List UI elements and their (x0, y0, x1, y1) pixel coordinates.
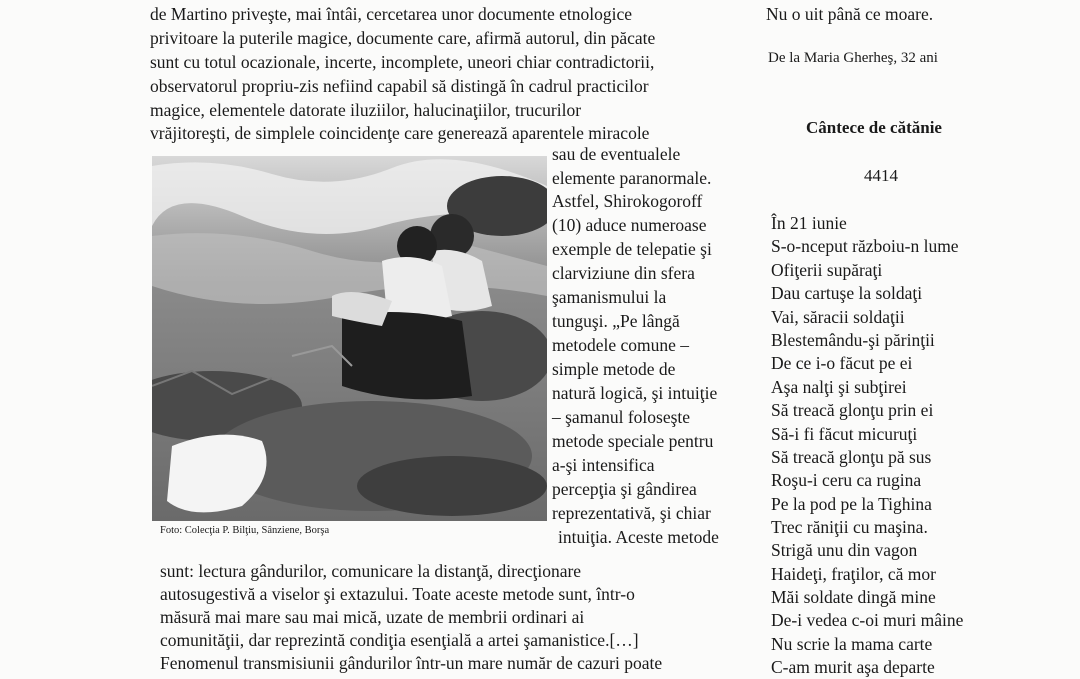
text-line: tunguşi. „Pe lângă (552, 311, 680, 331)
poem-line: S-o-nceput războiu-n lume (771, 236, 959, 256)
text-line: privitoare la puterile magice, documente care, afirmă autorul, din păcate (150, 28, 656, 48)
poem-line: Ofiţerii supăraţi (771, 260, 883, 280)
text-line: metodele comune – (552, 335, 690, 355)
text-line: (10) aduce numeroase (552, 215, 707, 235)
song-section-title: Cântece de cătănie (806, 118, 942, 137)
text-line: Fenomenul transmisiunii gândurilor într-un mare număr de cazuri poate (160, 653, 663, 673)
poem-line: Aşa nalţi şi subţirei (771, 377, 907, 397)
poem-line: Vai, săracii soldaţii (771, 307, 905, 327)
text-line: observatorul propriu-zis nefiind capabil să distingă în cadrul practicilor (150, 76, 649, 96)
text-line: simple metode de (552, 359, 676, 379)
text-line: şamanismului la (552, 287, 667, 307)
text-line: percepţia şi gândirea (552, 479, 697, 499)
poem-line: Strigă unu din vagon (771, 540, 918, 560)
text-line: – şamanul foloseşte (552, 407, 691, 427)
text-line: Astfel, Shirokogoroff (552, 191, 703, 211)
photo-caption: Foto: Colecţia P. Bilţiu, Sânziene, Borşa (160, 525, 330, 536)
poem-line: C-am murit aşa departe (771, 657, 935, 677)
poem-line: Haideţi, fraţilor, că mor (771, 564, 936, 584)
text-line: comunităţii, dar reprezintă condiţia esenţială a artei şamanistice.[…] (160, 630, 639, 650)
text-line: reprezentativă, şi chiar (552, 503, 711, 523)
song-number: 4414 (864, 166, 898, 185)
poem-line: Blestemându-şi părinţii (771, 330, 935, 350)
text-line: intuiţia. Aceste metode (558, 527, 719, 547)
text-line: natură logică, şi intuiţie (552, 383, 718, 403)
poem-line: Pe la pod pe la Tighina (771, 494, 932, 514)
poem-line: Trec răniţii cu maşina. (771, 517, 928, 537)
poem-line: Nu scrie la mama carte (771, 634, 933, 654)
text-line: de Martino priveşte, mai întâi, cercetarea unor documente etnologice (150, 4, 633, 24)
text-line: clarviziune din sfera (552, 263, 695, 283)
poem-line: Dau cartuşe la soldaţi (771, 283, 923, 303)
poem-line: În 21 iunie (771, 213, 847, 233)
text-line: măsură mai mare sau mai mică, uzate de membrii ordinari ai (160, 607, 585, 627)
text-line: elemente paranormale. (552, 168, 712, 188)
poem-line: De-i vedea c-oi muri mâine (771, 610, 964, 630)
poem-line: Să treacă glonţu prin ei (771, 400, 934, 420)
poem-line: Măi soldate dingă mine (771, 587, 936, 607)
text-line: sunt: lectura gândurilor, comunicare la distanţă, direcţionare (160, 561, 582, 581)
poem-line: De ce i-o făcut pe ei (771, 353, 913, 373)
text-line: a-şi intensifica (552, 455, 655, 475)
poem-end-line: Nu o uit până ce moare. (766, 4, 934, 24)
text-line: vrăjitoreşti, de simplele coincidenţe care generează aparentele miracole (150, 123, 650, 143)
text-line: sunt cu totul ocazionale, incerte, incomplete, uneori chiar contradictorii, (150, 52, 655, 72)
song-attribution: De la Maria Gherheş, 32 ani (768, 50, 938, 66)
text-line: autosugestivă a viselor şi extazului. Toate aceste metode sunt, într-o (160, 584, 635, 604)
poem-line: Roşu-i ceru ca rugina (771, 470, 922, 490)
poem-line: Să-i fi făcut micuruţi (771, 424, 918, 444)
text-line: metode speciale pentru (552, 431, 714, 451)
poem-line: Să treacă glonţu pă sus (771, 447, 932, 467)
text-line: magice, elementele datorate iluziilor, halucinaţiilor, trucurilor (150, 100, 582, 120)
text-line: sau de eventualele (552, 144, 681, 164)
photo-women-by-river (152, 156, 547, 521)
text-line: exemple de telepatie şi (552, 239, 712, 259)
